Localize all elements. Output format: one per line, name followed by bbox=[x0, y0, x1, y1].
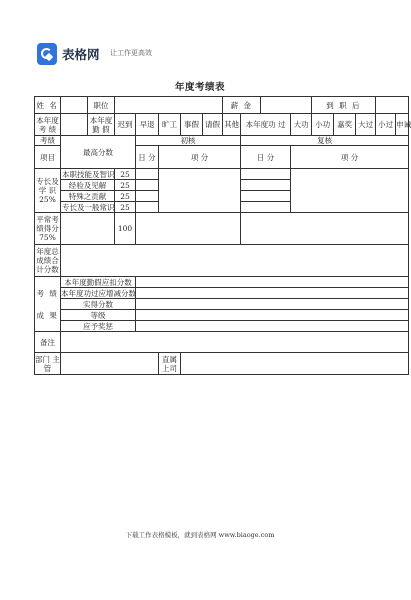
evaluation-form bbox=[34, 96, 409, 375]
result-cell[interactable] bbox=[136, 321, 409, 332]
merit-type: 小过 bbox=[376, 114, 396, 136]
result-row bbox=[35, 288, 409, 299]
total-label: 年度总成绩合计分数 bbox=[35, 245, 61, 277]
result-cell[interactable] bbox=[136, 277, 409, 288]
expertise-item: 经验及见解 bbox=[61, 180, 115, 191]
result-cell[interactable] bbox=[136, 299, 409, 310]
expertise-group-label: 专长及学 识 25% bbox=[35, 169, 61, 213]
salary-cell[interactable] bbox=[261, 97, 312, 114]
annual-record-cell[interactable] bbox=[61, 114, 88, 136]
result-item: 实得分数 bbox=[61, 299, 136, 310]
first-date-cell[interactable] bbox=[136, 180, 159, 191]
expertise-score: 25 bbox=[115, 169, 136, 180]
result-label-top-blank bbox=[35, 277, 61, 288]
expertise-item: 专长及一般常识 bbox=[62, 202, 115, 212]
expertise-item: 特殊之贡献 bbox=[61, 191, 115, 202]
result-label-bottom-blank bbox=[35, 321, 61, 332]
second-date-cell[interactable] bbox=[241, 180, 291, 191]
merit-label: 本年度功 过 bbox=[241, 114, 291, 136]
leave-type: 旷工 bbox=[159, 114, 181, 136]
brand-name: 表格网 bbox=[62, 47, 100, 62]
annual-record-label: 本年度考 绩 bbox=[36, 115, 59, 134]
merit-type: 小功 bbox=[312, 114, 334, 136]
result-row bbox=[35, 321, 409, 332]
second-date-cell[interactable] bbox=[241, 191, 291, 202]
leave-type: 请假 bbox=[203, 114, 223, 136]
merit-type: 大过 bbox=[356, 114, 376, 136]
slogan: 让工作更高效 bbox=[110, 49, 152, 57]
result-label-top: 考 绩 bbox=[35, 288, 61, 299]
name-cell[interactable] bbox=[61, 97, 88, 114]
second-item-label: 项 分 bbox=[291, 146, 409, 169]
result-item: 本年度勤假应扣分数 bbox=[61, 277, 136, 288]
first-review-label: 初核 bbox=[136, 136, 241, 146]
result-label-bottom: 成 果 bbox=[35, 310, 61, 321]
result-label-mid-blank bbox=[35, 299, 61, 310]
first-date-cell[interactable] bbox=[136, 202, 159, 213]
remarks-cell[interactable] bbox=[61, 332, 409, 353]
item-label-top: 考绩 bbox=[35, 136, 61, 146]
max-score-label: 最高分数 bbox=[61, 136, 136, 169]
expertise-score: 25 bbox=[115, 202, 136, 213]
remarks-row bbox=[35, 332, 409, 353]
form-title: 年度考绩表 bbox=[174, 82, 225, 93]
first-date-cell[interactable] bbox=[136, 169, 159, 180]
daily-score-label: 平常考绩得分 75% bbox=[35, 213, 61, 245]
hire-cell[interactable] bbox=[376, 97, 409, 114]
footer-text: 下载工作表格模板，就到表格网 www.biaoge.com bbox=[125, 531, 275, 539]
leave-type: 早退 bbox=[136, 114, 159, 136]
merit-type: 嘉奖 bbox=[334, 114, 356, 136]
supervisor-cell[interactable] bbox=[181, 353, 409, 375]
expertise-item: 本职技能及智识 bbox=[62, 169, 115, 179]
daily-score-row bbox=[35, 213, 409, 245]
supervisor-label: 直属 上司 bbox=[159, 353, 181, 375]
assessment-header-row bbox=[35, 136, 409, 146]
daily-second-cell[interactable] bbox=[241, 213, 409, 245]
leave-type: 事假 bbox=[181, 114, 203, 136]
result-item: 等级 bbox=[61, 310, 136, 321]
merit-type: 申诫 bbox=[396, 114, 409, 136]
signature-row bbox=[35, 353, 409, 375]
result-item: 应予奖惩 bbox=[61, 321, 136, 332]
first-item-label: 项 分 bbox=[159, 146, 241, 169]
result-row bbox=[35, 310, 409, 321]
remarks-label: 备注 bbox=[35, 332, 61, 353]
expertise-score: 25 bbox=[115, 180, 136, 191]
second-date-cell[interactable] bbox=[241, 169, 291, 180]
name-row bbox=[35, 97, 409, 114]
result-cell[interactable] bbox=[136, 310, 409, 321]
dept-head-cell[interactable] bbox=[61, 353, 159, 375]
total-cell[interactable] bbox=[61, 245, 409, 277]
first-date-cell[interactable] bbox=[136, 191, 159, 202]
expertise-row bbox=[35, 169, 409, 180]
leave-type: 迟到 bbox=[115, 114, 136, 136]
daily-first-cell[interactable] bbox=[136, 213, 241, 245]
second-date-label: 日 分 bbox=[241, 146, 291, 169]
leave-type: 其他 bbox=[223, 114, 241, 136]
salary-label: 薪 金 bbox=[223, 97, 261, 114]
leave-row bbox=[35, 114, 409, 136]
result-cell[interactable] bbox=[136, 288, 409, 299]
name-label: 姓 名 bbox=[35, 97, 61, 114]
position-label: 职位 bbox=[88, 97, 115, 114]
attendance-label: 本年度勤 假 bbox=[88, 114, 115, 136]
logo-icon bbox=[37, 43, 57, 65]
merit-type: 大功 bbox=[291, 114, 312, 136]
position-cell[interactable] bbox=[115, 97, 223, 114]
result-item: 本年度功过应增减分数 bbox=[61, 288, 136, 298]
daily-score-blank[interactable] bbox=[61, 213, 115, 245]
second-date-cell[interactable] bbox=[241, 202, 291, 213]
result-row bbox=[35, 277, 409, 288]
first-date-label: 日 分 bbox=[136, 146, 159, 169]
daily-max-score: 100 bbox=[115, 213, 136, 245]
second-item-cell[interactable] bbox=[291, 169, 409, 213]
total-row bbox=[35, 245, 409, 277]
result-row bbox=[35, 299, 409, 310]
item-label-bottom: 项目 bbox=[35, 146, 61, 169]
hire-label: 到 职 后 bbox=[312, 97, 376, 114]
dept-head-label: 部门 主管 bbox=[35, 354, 60, 373]
first-item-cell[interactable] bbox=[159, 169, 241, 213]
expertise-score: 25 bbox=[115, 191, 136, 202]
header bbox=[37, 40, 377, 68]
second-review-label: 复核 bbox=[241, 136, 409, 146]
